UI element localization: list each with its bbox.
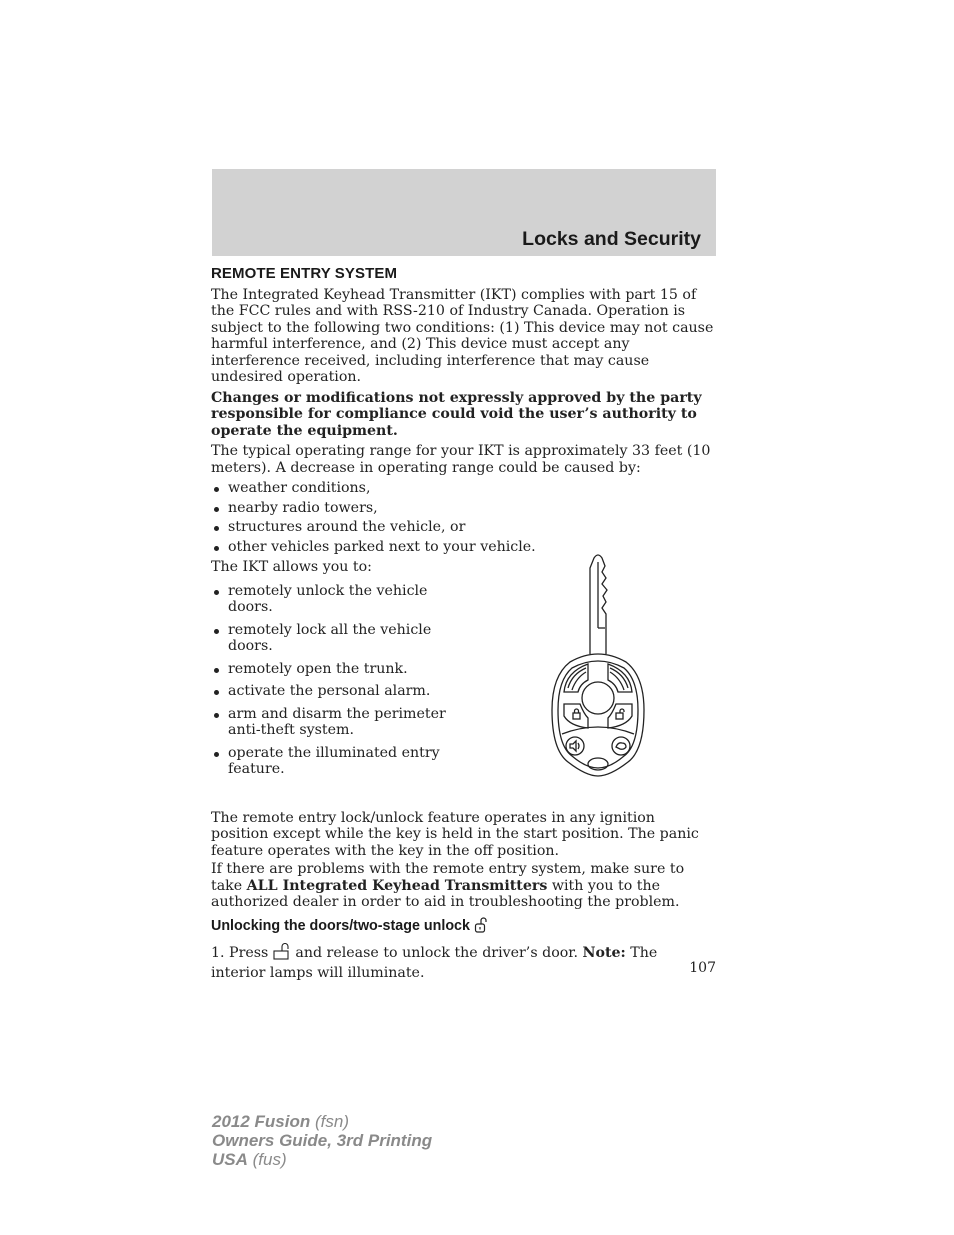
list-item: remotely unlock the vehicle doors. bbox=[211, 583, 451, 616]
section-title: Locks and Security bbox=[522, 228, 701, 250]
unlocking-heading: Unlocking the doors/two-stage unlock bbox=[211, 917, 716, 938]
remote-entry-heading: REMOTE ENTRY SYSTEM bbox=[211, 265, 398, 282]
step-1: 1. Press and release to unlock the driver’s door. Note: The interior lamps will illuminate. bbox=[211, 945, 658, 981]
list-item: other vehicles parked next to your vehicle. bbox=[211, 539, 716, 556]
all-ikt-emphasis: ALL Integrated Keyhead Transmitters bbox=[246, 877, 548, 894]
problems-paragraph: If there are problems with the remote entry system, make sure to take ALL Integrated Keyhead Transmitters with you to the authorized dealer in order to aid in troubleshooting the problem. bbox=[211, 861, 685, 910]
list-item: weather conditions, bbox=[211, 480, 716, 497]
list-item: nearby radio towers, bbox=[211, 500, 716, 517]
ikt-features-list bbox=[211, 583, 451, 778]
range-paragraph: The typical operating range for your IKT is approximately 33 feet (10 meters). A decrease in operating range could be caused by: bbox=[211, 443, 711, 476]
ignition-paragraph: The remote entry lock/unlock feature operates in any ignition position except while the key is held in the start position. The panic feature operates with the key in the off position. bbox=[211, 809, 699, 859]
footer-line-model: 2012 Fusion (fsn) bbox=[212, 1112, 349, 1131]
unlock-button-icon bbox=[273, 943, 291, 965]
fcc-intro-paragraph: The Integrated Keyhead Transmitter (IKT) complies with part 15 of the FCC rules and with RSS-210 of Industry Canada. Operation is subject to the following two conditions: (1) This device may not cause harmful interference, and (2) This device must accept any interference received, including interference that may cause undesired operation. bbox=[211, 286, 714, 385]
footer-line-guide: Owners Guide, 3rd Printing bbox=[212, 1131, 433, 1150]
list-item: operate the illuminated entry feature. bbox=[211, 745, 451, 778]
modification-warning: Changes or modifications not expressly approved by the party responsible for compliance could void the user’s authority to operate the equipment. bbox=[211, 389, 702, 439]
list-item: activate the personal alarm. bbox=[211, 683, 451, 700]
unlock-icon bbox=[474, 917, 488, 938]
section-header-band bbox=[212, 169, 716, 256]
ikt-key-illustration bbox=[550, 550, 645, 778]
list-item: structures around the vehicle, or bbox=[211, 519, 716, 536]
allows-intro: The IKT allows you to: bbox=[211, 559, 372, 575]
list-item: remotely lock all the vehicle doors. bbox=[211, 622, 451, 655]
range-causes-list bbox=[211, 480, 716, 555]
document-footer bbox=[212, 1112, 432, 1169]
list-item: remotely open the trunk. bbox=[211, 661, 451, 678]
list-item: arm and disarm the perimeter anti-theft system. bbox=[211, 706, 451, 739]
footer-line-market: USA (fus) bbox=[212, 1150, 287, 1169]
page-number: 107 bbox=[689, 960, 716, 976]
